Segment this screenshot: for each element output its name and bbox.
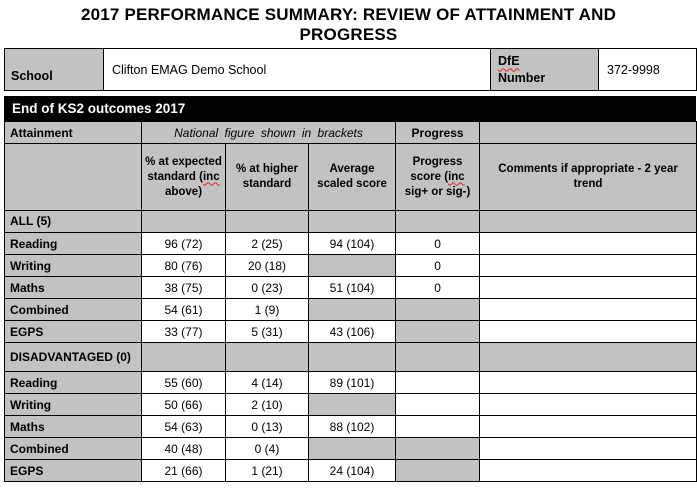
row-all-writing <box>5 255 697 277</box>
cell-higher: 1 (21) <box>226 460 309 482</box>
cell-comments <box>480 299 697 321</box>
cell-comments <box>480 277 697 299</box>
cell-comments <box>480 233 697 255</box>
section-row-disadvantaged <box>5 343 697 372</box>
row-label: Maths <box>5 277 142 299</box>
empty-cell <box>226 211 309 233</box>
empty-cell <box>226 343 309 372</box>
progress-header-spellcheck: inc <box>448 170 465 183</box>
cell-higher: 0 (4) <box>226 438 309 460</box>
cell-average <box>309 299 396 321</box>
attainment-label: Attainment <box>5 122 142 144</box>
cell-progress <box>396 394 480 416</box>
school-info-table <box>4 48 697 91</box>
cell-expected: 96 (72) <box>142 233 226 255</box>
school-info-row <box>5 49 697 91</box>
empty-cell <box>480 343 697 372</box>
national-figure-note: National figure shown in brackets <box>142 122 396 144</box>
cell-comments <box>480 416 697 438</box>
row-label: Reading <box>5 372 142 394</box>
expected-header-spellcheck: inc <box>202 170 220 183</box>
empty-cell <box>309 343 396 372</box>
section-row-all <box>5 211 697 233</box>
cell-average: 88 (102) <box>309 416 396 438</box>
col-header-expected <box>142 144 226 211</box>
cell-average <box>309 394 396 416</box>
ks2-outcomes-table <box>4 121 697 482</box>
col-header-comments: Comments if appropriate - 2 year trend <box>480 144 697 211</box>
cell-higher: 0 (13) <box>226 416 309 438</box>
row-dis-maths <box>5 416 697 438</box>
cell-average: 89 (101) <box>309 372 396 394</box>
school-label: School <box>5 49 104 91</box>
empty-cell <box>480 211 697 233</box>
cell-expected: 38 (75) <box>142 277 226 299</box>
cell-expected: 40 (48) <box>142 438 226 460</box>
section-label-all: ALL (5) <box>5 211 142 233</box>
cell-higher: 4 (14) <box>226 372 309 394</box>
cell-average: 94 (104) <box>309 233 396 255</box>
dfe-number-label <box>491 49 599 91</box>
cell-higher: 20 (18) <box>226 255 309 277</box>
row-all-reading <box>5 233 697 255</box>
cell-average <box>309 255 396 277</box>
dfe-word: DfE <box>498 54 520 69</box>
number-word: Number <box>498 70 546 85</box>
empty-header-cell <box>480 122 697 144</box>
section-label-disadvantaged: DISADVANTAGED (0) <box>5 343 142 372</box>
document-page <box>0 5 697 492</box>
column-headers-row <box>5 144 697 211</box>
cell-higher: 2 (10) <box>226 394 309 416</box>
cell-comments <box>480 255 697 277</box>
cell-expected: 55 (60) <box>142 372 226 394</box>
cell-higher: 5 (31) <box>226 321 309 343</box>
cell-progress <box>396 460 480 482</box>
cell-higher: 0 (23) <box>226 277 309 299</box>
cell-average: 24 (104) <box>309 460 396 482</box>
empty-corner-cell <box>5 144 142 211</box>
cell-expected: 54 (61) <box>142 299 226 321</box>
cell-comments <box>480 372 697 394</box>
row-all-maths <box>5 277 697 299</box>
row-all-combined <box>5 299 697 321</box>
row-dis-writing <box>5 394 697 416</box>
school-name-value: Clifton EMAG Demo School <box>104 49 491 91</box>
cell-expected: 54 (63) <box>142 416 226 438</box>
cell-progress <box>396 321 480 343</box>
cell-progress: 0 <box>396 255 480 277</box>
cell-average: 51 (104) <box>309 277 396 299</box>
row-label: Maths <box>5 416 142 438</box>
cell-expected: 80 (76) <box>142 255 226 277</box>
cell-comments <box>480 394 697 416</box>
cell-comments <box>480 460 697 482</box>
page-title: 2017 PERFORMANCE SUMMARY: REVIEW OF ATTAINMENT AND PROGRESS <box>80 5 617 45</box>
row-dis-reading <box>5 372 697 394</box>
expected-header-text: % at expected standard ( <box>145 155 222 183</box>
progress-header-text: Progress score ( <box>410 155 463 183</box>
row-label: Writing <box>5 255 142 277</box>
empty-cell <box>142 211 226 233</box>
cell-higher: 2 (25) <box>226 233 309 255</box>
progress-label: Progress <box>396 122 480 144</box>
cell-average <box>309 438 396 460</box>
row-label: Combined <box>5 299 142 321</box>
row-label: EGPS <box>5 460 142 482</box>
col-header-progress <box>396 144 480 211</box>
dfe-number-value: 372-9998 <box>599 49 697 91</box>
row-dis-egps <box>5 460 697 482</box>
row-label: Writing <box>5 394 142 416</box>
row-label: Reading <box>5 233 142 255</box>
section-header-title: End of KS2 outcomes 2017 <box>12 101 186 117</box>
progress-header-text-end: sig+ or sig-) <box>404 185 471 198</box>
cell-expected: 33 (77) <box>142 321 226 343</box>
empty-cell <box>396 343 480 372</box>
cell-progress <box>396 372 480 394</box>
expected-header-text-end: above) <box>164 185 203 198</box>
empty-cell <box>309 211 396 233</box>
row-label: EGPS <box>5 321 142 343</box>
cell-progress: 0 <box>396 277 480 299</box>
row-all-egps <box>5 321 697 343</box>
cell-progress: 0 <box>396 233 480 255</box>
row-label: Combined <box>5 438 142 460</box>
row-dis-combined <box>5 438 697 460</box>
cell-average: 43 (106) <box>309 321 396 343</box>
empty-cell <box>142 343 226 372</box>
empty-cell <box>396 211 480 233</box>
cell-comments <box>480 321 697 343</box>
cell-comments <box>480 438 697 460</box>
cell-progress <box>396 416 480 438</box>
attainment-header-row <box>5 122 697 144</box>
cell-expected: 50 (66) <box>142 394 226 416</box>
cell-higher: 1 (9) <box>226 299 309 321</box>
cell-progress <box>396 299 480 321</box>
cell-expected: 21 (66) <box>142 460 226 482</box>
section-header-bar <box>4 96 696 121</box>
col-header-average: Average scaled score <box>309 144 396 211</box>
col-header-higher: % at higher standard <box>226 144 309 211</box>
cell-progress <box>396 438 480 460</box>
